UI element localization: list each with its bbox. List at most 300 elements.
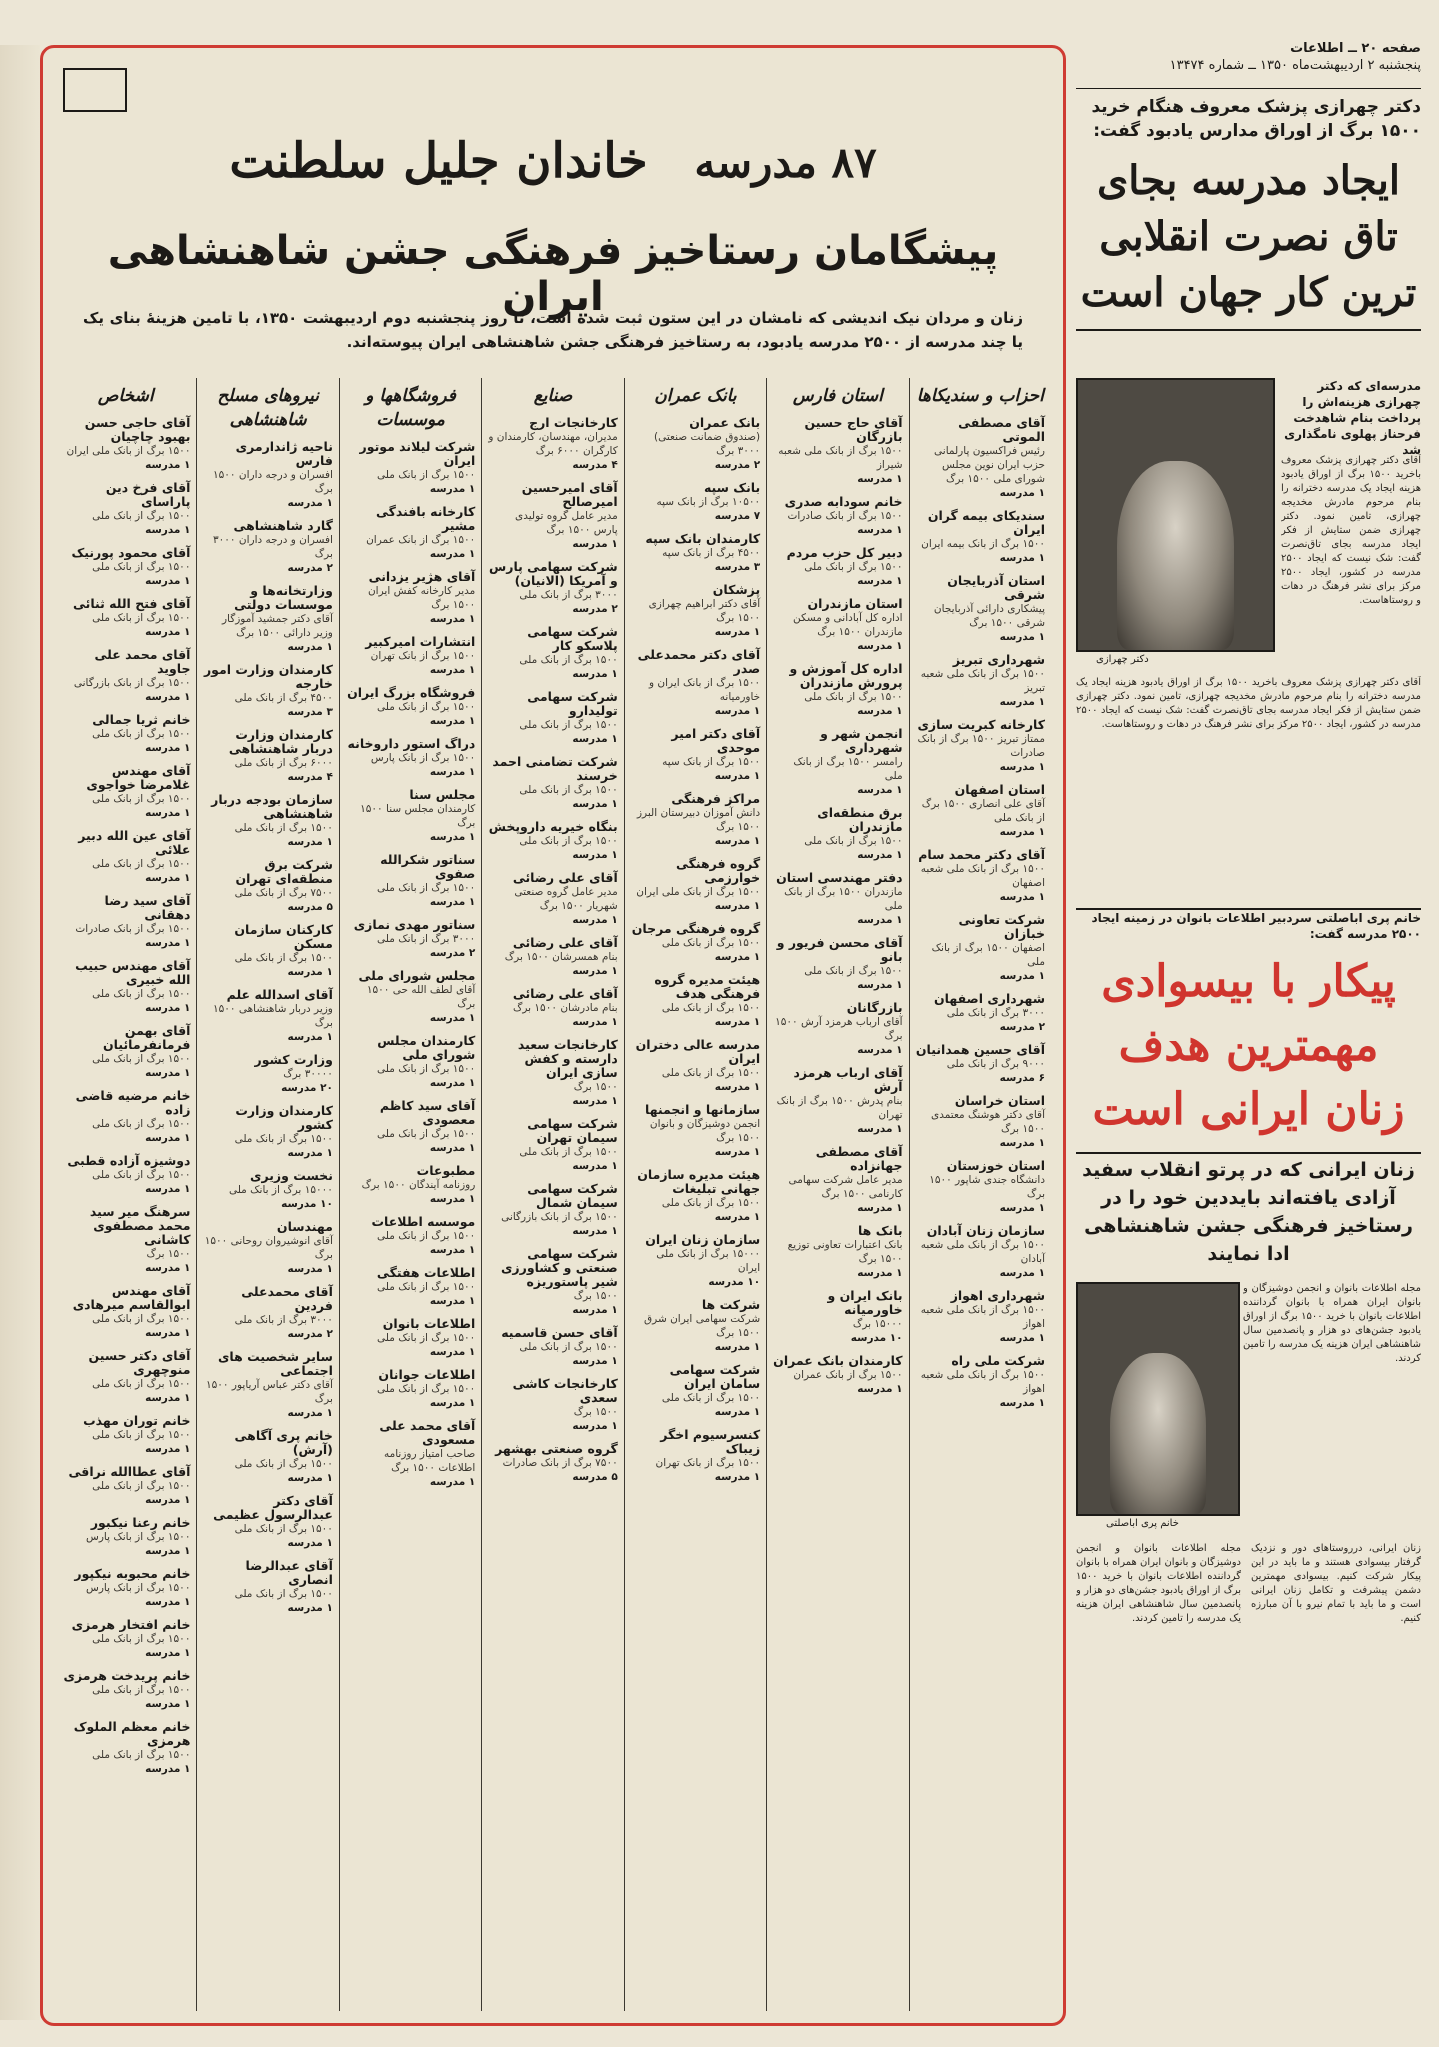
school-count: ۱ مدرسه <box>287 1537 333 1549</box>
donor-name: کارمندان وزارت امور خارجه <box>203 662 333 691</box>
donor-amount: ۱۵۰۰ برگ از بانک ملی <box>661 937 761 949</box>
school-count: ۱ مدرسه <box>429 1077 476 1089</box>
donor-amount: آقای دکتر جمشید آموزگار وزیر دارائی ۱۵۰۰ برگ <box>221 613 333 639</box>
donor-amount: ۱۵۰۰ برگ از بانک ملی <box>92 561 191 573</box>
donor-amount: ۱۵۰۰ برگ از بانک تهران <box>370 650 476 662</box>
section-heading: اشخاص <box>97 386 154 406</box>
school-count: ۱ مدرسه <box>714 1341 761 1353</box>
donor-amount: ۱۵۰۰ برگ از بانک ملی <box>377 469 476 481</box>
donor-entry <box>916 1159 1045 1215</box>
donor-entry <box>203 1494 332 1550</box>
school-count: ۱ مدرسه <box>145 937 191 949</box>
donor-entry <box>631 792 760 848</box>
donor-entry <box>631 1103 760 1159</box>
donor-name: استان مازندران <box>807 596 903 611</box>
school-count: ۱ مدرسه <box>572 1095 618 1107</box>
donor-name: وزارت کشور <box>254 1052 333 1067</box>
school-count: ۱ مدرسه <box>999 487 1045 499</box>
donor-amount: افسران و درجه داران ۳۰۰۰ برگ <box>213 534 333 560</box>
donor-amount: ۱۵۰۰ برگ از بانک ملی <box>804 965 903 977</box>
donor-entry <box>631 1233 760 1289</box>
school-count: ۱ مدرسه <box>145 1698 191 1710</box>
donor-amount: بنام پدرش ۱۵۰۰ برگ از بانک تهران <box>776 1095 903 1121</box>
listing-column <box>909 378 1051 2011</box>
donor-name: مراکز فرهنگی <box>671 791 761 806</box>
donor-entry <box>488 820 617 862</box>
donor-name: سناتور شکرالله صفوی <box>380 852 476 881</box>
donor-name: بانک ها <box>857 1223 903 1238</box>
school-count: ۱۰ مدرسه <box>281 1198 333 1210</box>
school-count: ۱ مدرسه <box>145 1183 191 1195</box>
donor-entry <box>631 532 760 574</box>
donor-amount: بنام مادرشان ۱۵۰۰ برگ <box>512 1002 618 1014</box>
donor-amount: ۱۵۰۰ برگ از بانک ملی <box>519 654 618 666</box>
school-count: ۱ مدرسه <box>287 1602 333 1614</box>
donor-name: آقای عین الله دبیر علائی <box>78 828 191 857</box>
school-count: ۱ مدرسه <box>999 552 1045 564</box>
donor-amount: مازندران ۱۵۰۰ برگ از بانک ملی <box>784 886 903 912</box>
donor-entry <box>61 1284 190 1340</box>
donor-entry <box>346 1266 475 1308</box>
donor-amount: ۳۰۰۰ برگ از بانک ملی <box>377 933 476 945</box>
donor-amount: مدیر عامل گروه تولیدی پارس ۱۵۰۰ برگ <box>515 510 618 536</box>
donor-amount: ۱۵۰۰ برگ از بانک ملی <box>519 1341 618 1353</box>
school-count: ۱ مدرسه <box>429 664 476 676</box>
school-count: ۱ مدرسه <box>145 1494 191 1506</box>
donor-name: شهرداری تبریز <box>952 652 1045 667</box>
donor-entry <box>346 737 475 779</box>
donor-amount: ۱۵۰۰ برگ از بانک ملی <box>519 1146 618 1158</box>
donor-entry <box>916 1289 1045 1345</box>
banner <box>43 133 1063 189</box>
school-count: ۱ مدرسه <box>287 641 333 653</box>
donor-amount: کارمندان مجلس سنا ۱۵۰۰ برگ <box>360 803 476 829</box>
donor-entry <box>61 1516 190 1558</box>
school-count: ۱ مدرسه <box>429 1346 476 1358</box>
school-count: ۱ مدرسه <box>857 640 903 652</box>
donor-name: خانم پریدخت هرمزی <box>63 1668 191 1683</box>
donor-entry <box>61 1465 190 1507</box>
donor-entry <box>916 1224 1045 1280</box>
donor-entry <box>631 481 760 523</box>
donor-amount: صاحب امتیاز روزنامه اطلاعات ۱۵۰۰ برگ <box>383 1448 476 1474</box>
listing-column <box>196 378 338 2011</box>
donor-amount: ۱۵۰۰ برگ از بانک ملی <box>92 1633 191 1645</box>
donor-entry <box>203 440 332 510</box>
donor-entry <box>61 1154 190 1196</box>
donor-name: شرکت سهامی صنعتی و کشاورزی شیر پاستوریزه <box>500 1246 618 1289</box>
donor-amount: بنام همسرشان ۱۵۰۰ برگ <box>504 951 618 963</box>
donor-name: کارمندان بانک عمران <box>773 1353 903 1368</box>
donor-amount: ۱۵۰۰ برگ <box>573 1290 618 1302</box>
school-count: ۱ مدرسه <box>287 966 333 978</box>
school-count: ۱ مدرسه <box>429 715 476 727</box>
donor-name: آقای سید کاظم معصودی <box>379 1098 476 1127</box>
donor-entry <box>203 728 332 784</box>
donor-amount: ۱۵۰۰ برگ از بانک عمران <box>366 534 476 546</box>
donor-name: سناتور مهدی نمازی <box>353 917 476 932</box>
donor-amount: ۱۵۰۰ برگ از بانک ملی <box>377 1383 476 1395</box>
donor-name: شهرداری اهواز <box>950 1288 1045 1303</box>
issue-date: پنجشنبه ۲ اردیبهشت‌ماه ۱۳۵۰ ــ شماره ۱۳۴۷۴ <box>1169 58 1421 73</box>
donor-name: آقای دکتر محمد سام <box>918 847 1045 862</box>
school-count: ۱ مدرسه <box>857 914 903 926</box>
donor-name: سازمانها و انجمنها <box>645 1102 761 1117</box>
donor-name: ناحیه ژاندارمری فارس <box>235 439 333 468</box>
donor-amount: ۱۵۰۰ برگ از بانک ملی <box>804 691 903 703</box>
donor-entry <box>773 416 902 486</box>
donor-name: شهرداری اصفهان <box>934 991 1045 1006</box>
donor-name: آقای سید رضا دهقانی <box>104 893 191 922</box>
donor-amount: ۷۵۰۰ برگ از بانک ملی <box>234 887 333 899</box>
donor-entry <box>61 481 190 537</box>
donor-amount: ۱۵۰۰ برگ از بانک ملی <box>92 1684 191 1696</box>
school-count: ۱ مدرسه <box>857 1267 903 1279</box>
school-count: ۱ مدرسه <box>145 1067 191 1079</box>
donor-amount: ۱۵۰۰ برگ از بانک ملی <box>234 1133 333 1145</box>
school-count: ۱ مدرسه <box>572 849 618 861</box>
donor-name: کارخانجات کاشی سعدی <box>512 1376 618 1405</box>
school-count: ۲ مدرسه <box>572 603 618 615</box>
school-count: ۲ مدرسه <box>287 1328 333 1340</box>
donor-name: کارمندان بانک سپه <box>645 531 761 546</box>
donor-amount: ۱۵۰۰ برگ از بانک صادرات <box>75 923 191 935</box>
school-count: ۱ مدرسه <box>145 1392 191 1404</box>
school-count: ۱ مدرسه <box>714 1211 761 1223</box>
donor-entry <box>346 918 475 960</box>
school-count: ۱ مدرسه <box>714 1016 761 1028</box>
donor-name: انجمن شهر و شهرداری <box>820 726 903 755</box>
donor-amount: ۱۵۰۰ برگ <box>573 1081 618 1093</box>
divider <box>1076 88 1421 89</box>
donor-name: شرکت تضامنی احمد خرسند <box>492 754 618 783</box>
donor-name: نخست وزیری <box>249 1168 333 1183</box>
donor-amount: ۱۵۰۰ برگ از بانک ملی <box>92 858 191 870</box>
donor-name: آقای محسن فریور و بانو <box>776 935 903 964</box>
school-count: ۱ مدرسه <box>999 891 1045 903</box>
donor-amount: ۱۵۰۰ برگ از بانک پارس <box>370 752 476 764</box>
donor-name: کارخانجات سعید دارسته و کفش سازی ایران <box>517 1037 618 1080</box>
donor-amount: مدیر کارخانه کفش ایران ۱۵۰۰ برگ <box>367 585 476 611</box>
donor-entry <box>488 987 617 1029</box>
school-count: ۲ مدرسه <box>714 459 761 471</box>
red-article-kicker: خانم پری اباصلتی سردبیر اطلاعات بانوان در زمینه ایجاد ۲۵۰۰ مدرسه گفت: <box>1091 911 1421 941</box>
section-heading: استان فارس <box>792 386 883 406</box>
masthead <box>1081 40 1421 74</box>
school-count: ۱ مدرسه <box>714 835 761 847</box>
donor-name: آقای محمد علی جاوید <box>94 647 191 676</box>
donor-entry <box>773 936 902 992</box>
page-info: صفحه ۲۰ ــ اطلاعات <box>1290 41 1421 56</box>
donor-name: آقای حاج حسین بازرگان <box>804 415 903 444</box>
donor-entry <box>203 1169 332 1211</box>
school-count: ۴ مدرسه <box>572 459 618 471</box>
donor-entry <box>346 1368 475 1410</box>
donor-amount: ۱۵۰۰ برگ از بانک ملی <box>92 612 191 624</box>
school-count: ۱ مدرسه <box>145 872 191 884</box>
donor-name: بانک عمران <box>689 415 761 430</box>
donor-amount: بانک اعتبارات تعاونی توزیع ۱۵۰۰ برگ <box>787 1239 903 1265</box>
donor-amount: ۱۵۰۰ برگ از بانک ملی شعبه اصفهان <box>920 863 1045 889</box>
donor-name: آقای عبدالرضا انصاری <box>245 1558 333 1587</box>
side-lead: مدرسه‌ای که دکتر چهرازی هزینه‌اش را پرداخت بنام شاهدخت فرحناز پهلوی نامگذاری شد <box>1284 379 1421 457</box>
school-count: ۴ مدرسه <box>287 771 333 783</box>
donor-name: پزشکان <box>712 582 761 597</box>
donor-entry <box>488 1117 617 1173</box>
school-count: ۱ مدرسه <box>429 1397 476 1409</box>
school-count: ۱ مدرسه <box>287 1031 333 1043</box>
school-count: ۱ مدرسه <box>145 575 191 587</box>
donor-entry <box>916 913 1045 983</box>
donor-amount: ۱۵۰۰ برگ از بانک ملی شعبه آبادان <box>920 1239 1045 1265</box>
donor-entry <box>916 718 1045 774</box>
school-count: ۱ مدرسه <box>429 1476 476 1488</box>
donor-entry <box>61 546 190 588</box>
donor-name: شرکت سهامی پلاسکو کار <box>527 624 618 653</box>
school-count: ۱ مدرسه <box>999 1137 1045 1149</box>
school-count: ۱ مدرسه <box>429 1244 476 1256</box>
donor-name: اداره کل آموزش و پرورش مازندران <box>789 661 903 690</box>
donor-entry <box>346 969 475 1025</box>
donor-entry <box>203 584 332 654</box>
donor-name: کارمندان مجلس شورای ملی <box>377 1033 476 1062</box>
donor-name: دبیر کل حزب مردم <box>786 545 903 560</box>
donor-name: آقای دکتر محمدعلی صدر <box>637 647 761 676</box>
donor-amount: ۷۵۰۰ برگ از بانک صادرات <box>502 1457 618 1469</box>
donor-name: آقای مهندس غلامرضا خواجوی <box>86 763 191 792</box>
donor-entry <box>631 648 760 718</box>
divider <box>1076 329 1421 331</box>
donor-amount: ۱۵۰۰ برگ <box>146 1248 191 1260</box>
donor-name: اطلاعات بانوان <box>382 1316 476 1331</box>
donor-entry <box>488 1038 617 1108</box>
donor-entry <box>61 416 190 472</box>
school-count: ۳ مدرسه <box>287 706 333 718</box>
donor-amount: ۴۵۰۰ برگ از بانک ملی <box>234 692 333 704</box>
donor-entry <box>346 1099 475 1155</box>
donor-name: بازرگانان <box>846 1000 903 1015</box>
donor-amount: ۱۵۰۰ برگ از بانک ملی شعبه تبریز <box>920 668 1045 694</box>
donor-name: مهندسان <box>276 1219 333 1234</box>
donor-name: سازمان بودجه دربار شاهنشاهی <box>211 792 333 821</box>
donor-amount: ۱۵۰۰ برگ از بانک ملی شعبه اهواز <box>920 1369 1045 1395</box>
donor-entry <box>203 858 332 914</box>
school-count: ۱ مدرسه <box>145 1262 191 1274</box>
donor-amount: ۹۰۰۰ برگ از بانک ملی <box>946 1058 1045 1070</box>
donor-name: دفتر مهندسی استان <box>776 870 903 885</box>
donor-entry <box>346 635 475 677</box>
donor-name: شرکت سهامی تولیدارو <box>527 689 618 718</box>
donor-name: کنسرسیوم اخگر زیباک <box>660 1427 761 1456</box>
donor-name: خانم ثریا جمالی <box>92 712 191 727</box>
donor-amount: دانشگاه جندی شاپور ۱۵۰۰ برگ <box>929 1174 1045 1200</box>
donor-name: آقای حاجی حسن بهبود چاچیان <box>84 415 191 444</box>
donor-entry <box>916 848 1045 904</box>
donor-amount: ۱۵۰۰ برگ از بانک ملی <box>92 1169 191 1181</box>
donor-name: شرکت ها <box>701 1297 761 1312</box>
donor-amount: ۳۰۰۰ برگ از بانک ملی <box>234 1314 333 1326</box>
donor-name: گروه فرهنگی مرجان <box>631 921 761 936</box>
donor-name: آقای مصطفی جهانزاده <box>815 1144 903 1173</box>
school-count: ۱۰ مدرسه <box>850 1332 903 1344</box>
school-count: ۱ مدرسه <box>857 849 903 861</box>
donor-name: شرکت سهامی پارس و آمریکا (الانیان) <box>489 559 618 588</box>
donor-amount: ۱۵۰۰ برگ از بانک بازرگانی <box>501 1211 618 1223</box>
school-count: ۱ مدرسه <box>429 613 476 625</box>
school-count: ۱ مدرسه <box>429 1193 476 1205</box>
donor-entry <box>203 923 332 979</box>
donor-name: شرکت ملی راه <box>951 1353 1045 1368</box>
school-count: ۲۰ مدرسه <box>281 1082 333 1094</box>
school-count: ۱ مدرسه <box>572 1355 618 1367</box>
donor-entry <box>203 988 332 1044</box>
donor-amount: ۱۵۰۰ برگ از بانک بازرگانی <box>73 677 191 689</box>
donor-amount: ۱۵۰۰ برگ از بانک ملی شعبه شیراز <box>778 445 903 471</box>
donor-amount: ۱۵۰۰ برگ از بانک ملی <box>661 1067 761 1079</box>
school-count: ۱ مدرسه <box>857 473 903 485</box>
donor-entry <box>916 653 1045 709</box>
donor-amount: ۱۵۰۰ برگ از بانک ملی <box>377 1332 476 1344</box>
school-count: ۱ مدرسه <box>145 459 191 471</box>
donor-name: بنگاه خیریه داروپخش <box>488 819 618 834</box>
donor-amount: ۱۵۰۰ برگ از بانک ملی <box>661 1392 761 1404</box>
donor-amount: ۱۵۰۰ برگ از بانک ملی <box>92 988 191 1000</box>
donor-name: بانک ایران و خاورمیانه <box>827 1288 903 1317</box>
school-count: ۱ مدرسه <box>857 524 903 536</box>
donor-name: سازمان زنان آبادان <box>926 1223 1045 1238</box>
school-count: ۱ مدرسه <box>429 483 476 495</box>
donor-entry <box>488 560 617 616</box>
lead-kicker: دکتر چهرازی پزشک معروف هنگام خرید ۱۵۰۰ برگ از اوراق مدارس یادبود گفت: <box>1091 97 1421 141</box>
banner-title: خاندان جلیل سلطنت <box>229 133 648 189</box>
donor-amount: ۱۵۰۰ برگ از بانک ملی ایران <box>66 445 191 457</box>
donor-entry <box>773 1001 902 1057</box>
donor-name: آقای مصطفی الموتی <box>958 415 1045 444</box>
donor-name: هیئت مدیره گروه فرهنگی هدف <box>654 972 761 1001</box>
donor-name: آقای هژیر یزدانی <box>368 569 476 584</box>
school-count: ۱ مدرسه <box>714 900 761 912</box>
donor-name: استان خراسان <box>954 1093 1045 1108</box>
donor-name: آقای بهمن فرمانفرمائیان <box>103 1023 191 1052</box>
donor-name: گارد شاهنشاهی <box>233 518 333 533</box>
school-count: ۱ مدرسه <box>857 705 903 717</box>
donor-amount: آقای انوشیروان روحانی ۱۵۰۰ برگ <box>204 1235 333 1261</box>
donor-entry <box>61 829 190 885</box>
sub-headline: زنان ایرانی که در پرتو انقلاب سفید آزادی یافته‌اند بایددین خود را در رستاخیز فرهنگی جشن شاهنشاهی ادا نمایند <box>1082 1159 1415 1265</box>
donor-amount: ۱۵۰۰ برگ از بانک ملی <box>804 561 903 573</box>
portrait-photo-2 <box>1076 1282 1240 1516</box>
donor-name: استان اصفهان <box>954 782 1045 797</box>
school-count: ۱ مدرسه <box>999 826 1045 838</box>
school-count: ۱ مدرسه <box>145 1132 191 1144</box>
section-heading: صنایع <box>533 386 573 406</box>
school-count: ۵ مدرسه <box>287 901 333 913</box>
donor-entry <box>346 1419 475 1489</box>
donor-entry <box>488 1442 617 1484</box>
donor-entry <box>346 570 475 626</box>
donor-name: شرکت سهامی سامان ایران <box>669 1362 761 1391</box>
donor-entry <box>773 1289 902 1345</box>
donor-name: شرکت لیلاند موتور ایران <box>359 439 476 468</box>
donor-amount: ۱۵۰۰ برگ از بانک ملی <box>92 510 191 522</box>
donor-entry <box>773 1066 902 1136</box>
right-column <box>1076 82 1421 2032</box>
donor-name: سندیکای بیمه گران ایران <box>927 508 1045 537</box>
photo-caption: دکتر چهرازی <box>1096 654 1149 665</box>
school-count: ۱ مدرسه <box>857 1044 903 1056</box>
school-count: ۱ مدرسه <box>145 1596 191 1608</box>
donor-name: آقای حسن قاسمیه <box>501 1325 618 1340</box>
red-headline: پیکار با بیسوادی مهمترین هدف زنان ایرانی است <box>1092 956 1405 1135</box>
school-count: ۱ مدرسه <box>287 836 333 848</box>
school-count: ۱ مدرسه <box>145 1545 191 1557</box>
donor-amount: ۱۵۰۰ برگ از بانک ملی <box>234 952 333 964</box>
donor-amount: ۱۵۰۰ برگ از بانک ملی <box>804 835 903 847</box>
school-count: ۲ مدرسه <box>999 1021 1045 1033</box>
donor-amount: وزیر دربار شاهنشاهی ۱۵۰۰ برگ <box>212 1003 333 1029</box>
donor-amount: ۱۵۰۰ برگ از بانک ملی <box>92 1429 191 1441</box>
donor-entry <box>346 440 475 496</box>
school-count: ۱ مدرسه <box>714 1406 761 1418</box>
donor-name: آقای علی رضائی <box>512 986 618 1001</box>
donor-entry <box>488 936 617 978</box>
school-count: ۱ مدرسه <box>572 965 618 977</box>
donor-name: مجلس شورای ملی <box>358 968 476 983</box>
donor-name: کارخانجات ارج <box>529 415 618 430</box>
school-count: ۱ مدرسه <box>714 770 761 782</box>
school-count: ۱ مدرسه <box>287 1263 333 1275</box>
donor-entry <box>773 1224 902 1280</box>
donor-amount: مدیر عامل شرکت سهامی کارنامی ۱۵۰۰ برگ <box>788 1174 903 1200</box>
article-body: آقای دکتر چهرازی پزشک معروف باخرید ۱۵۰۰ برگ از اوراق یادبود هزینه ایجاد یک مدرسه دخترانه را بنام مرحوم مادرش مخدیجه چهرازی، تامین نمود. دکتر چهرازی ضمن ستایش از فکر ایجاد مدرسه بجای تاق‌نصرت گفت: شک نیست که ایجاد ۲۵۰۰ مدرسه در کشور، ایجاد ۲۵۰۰ مرکز برای نشر فرهنگ در دهات و روستاهاست. <box>1281 455 1421 606</box>
page-edge <box>0 45 40 2020</box>
article-body-3: زنان ایرانی، درروستاهای دور و نزدیک گرفتار بیسوادی هستند و ما باید در این پیکار شرکت کنیم. بیسوادی مهمترین دشمن پیشرفت و تکامل زنان ایرانی است و ما باید با تمام نیرو با آن مبارزه کنیم. <box>1251 1543 1421 1624</box>
donor-entry <box>61 648 190 704</box>
donor-entry <box>61 1669 190 1711</box>
school-count: ۱ مدرسه <box>145 691 191 703</box>
donor-amount: آقای لطف الله حی ۱۵۰۰ برگ <box>366 984 476 1010</box>
school-count: ۱ مدرسه <box>572 1225 618 1237</box>
donor-entry <box>773 546 902 588</box>
donor-entry <box>773 1145 902 1215</box>
donor-name: آقای علی رضائی <box>512 870 618 885</box>
donor-amount: ۱۵۰۰ برگ از بانک ملی <box>92 728 191 740</box>
donor-amount: ۱۵۰۰ برگ از بانک ملی <box>92 1378 191 1390</box>
donor-name: گروه فرهنگی خوارزمی <box>675 856 761 885</box>
donor-amount: ۳۰۰۰ برگ از بانک ملی <box>946 1007 1045 1019</box>
donor-name: اطلاعات هفتگی <box>376 1265 476 1280</box>
donor-amount: (صندوق ضمانت صنعتی) ۳۰۰۰ برگ <box>653 431 761 457</box>
donor-name: خانم رعنا نیکبور <box>90 1515 191 1530</box>
donor-name: آقای فرخ دین پاراسای <box>105 480 191 509</box>
school-count: ۱ مدرسه <box>287 1472 333 1484</box>
school-count: ۱ مدرسه <box>714 1471 761 1483</box>
donor-entry <box>488 416 617 472</box>
donor-entry <box>488 1182 617 1238</box>
donor-entry <box>916 509 1045 565</box>
donor-name: آقای محمد علی مسعودی <box>379 1418 476 1447</box>
donor-name: مجلس سنا <box>409 787 476 802</box>
donor-amount: ۱۵۰۰ برگ از بانک ملی <box>377 1281 476 1293</box>
school-count: ۱ مدرسه <box>999 1267 1045 1279</box>
school-count: ۱ مدرسه <box>572 798 618 810</box>
school-count: ۱ مدرسه <box>429 1142 476 1154</box>
school-count: ۱ مدرسه <box>429 1295 476 1307</box>
donor-entry <box>346 1034 475 1090</box>
donor-name: بانک سپه <box>703 480 761 495</box>
donor-entry <box>203 1350 332 1420</box>
donor-amount: رامسر ۱۵۰۰ برگ از بانک ملی <box>793 756 903 782</box>
